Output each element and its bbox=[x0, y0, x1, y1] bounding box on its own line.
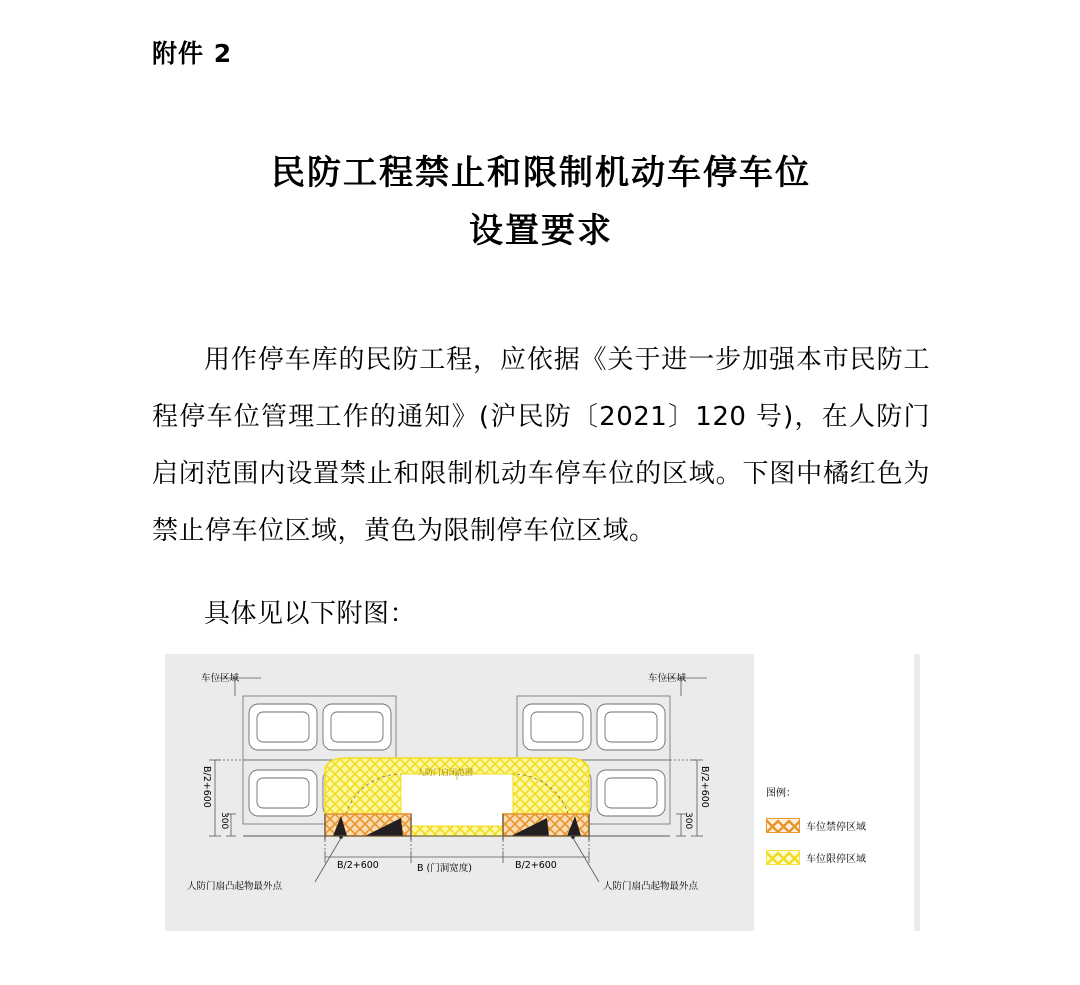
label-note-right: 人防门扇凸起物最外点 bbox=[603, 881, 699, 892]
legend-item-forbidden bbox=[766, 818, 866, 833]
label-dim-bottom-center: B (门洞宽度) bbox=[417, 863, 472, 874]
legend-title: 图例： bbox=[766, 788, 796, 799]
label-stall-area-right: 车位区域 bbox=[648, 673, 687, 684]
figure-canvas bbox=[165, 654, 920, 931]
legend-item-restricted bbox=[766, 850, 866, 865]
paragraph-1: 用作停车库的民防工程，应依据《关于进一步加强本市民防工程停车位管理工作的通知》(沪民防〔2021〕120 号)，在人防门启闭范围内设置禁止和限制机动车停车位的区域。下图中橘红色为禁止停车位区域，黄色为限制停车位区域。 bbox=[152, 345, 930, 546]
page-title-line-2: 设置要求 bbox=[469, 210, 613, 251]
label-note-left: 人防门扇凸起物最外点 bbox=[187, 881, 283, 892]
page-title bbox=[152, 145, 930, 261]
legend-swatch-forbidden-icon bbox=[766, 818, 800, 833]
label-stall-area-left: 车位区域 bbox=[201, 673, 240, 684]
legend-swatch-restricted-icon bbox=[766, 850, 800, 865]
paragraph-2: 具体见以下附图： bbox=[204, 599, 417, 629]
figure-diagram bbox=[165, 654, 920, 931]
label-dim-left-vertical: B/2+600 bbox=[201, 766, 212, 808]
attachment-label: 附件 2 bbox=[152, 39, 233, 68]
label-door-swing-range: 人防门启闭范围 bbox=[417, 768, 473, 777]
figure-legend bbox=[754, 654, 914, 931]
page-title-line-1: 民防工程禁止和限制机动车停车位 bbox=[271, 153, 811, 193]
label-dim-bottom-right: B/2+600 bbox=[515, 860, 557, 871]
legend-label-forbidden: 车位禁停区域 bbox=[806, 822, 866, 833]
label-dim-bottom-left: B/2+600 bbox=[337, 860, 379, 871]
label-dim-300-left: 300 bbox=[219, 812, 229, 830]
label-dim-right-vertical: B/2+600 bbox=[699, 766, 710, 808]
legend-label-restricted: 车位限停区域 bbox=[806, 854, 866, 865]
body-text bbox=[152, 332, 930, 643]
label-dim-300-right: 300 bbox=[683, 812, 693, 830]
